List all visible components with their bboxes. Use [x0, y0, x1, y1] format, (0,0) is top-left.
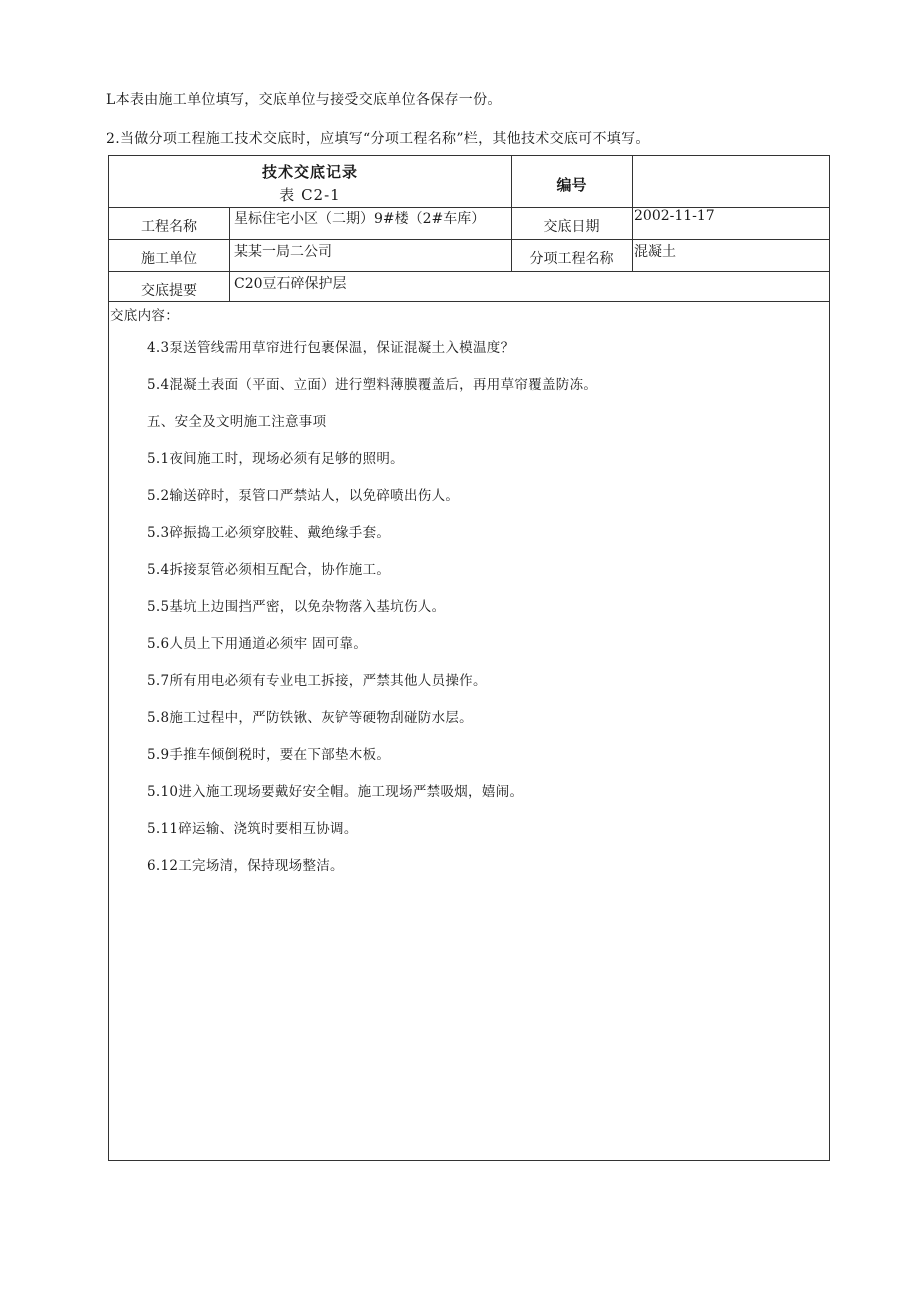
row-divider: [109, 301, 829, 302]
contractor-label: 施工单位: [141, 251, 197, 267]
project-name-label: 工程名称: [141, 219, 197, 235]
form-code: 表 C2-1: [279, 186, 341, 204]
list-item: 5.1夜间施工时，现场必须有足够的照明。: [147, 451, 404, 467]
list-item: 5.4混凝土表面（平面、立面）进行塑料薄膜覆盖后，再用草帘覆盖防冻。: [147, 377, 598, 393]
number-label: 编号: [556, 176, 587, 194]
row-divider: [109, 271, 829, 272]
list-item: 5.11碎运输、浇筑时要相互协调。: [147, 821, 358, 837]
column-divider: [229, 207, 230, 301]
content-label: 交底内容：: [110, 308, 179, 324]
contractor-value[interactable]: 某某一局二公司: [234, 244, 332, 260]
list-item: 5.3碎振捣工必须穿胶鞋、戴绝缘手套。: [147, 525, 391, 541]
row-divider: [109, 239, 829, 240]
date-value[interactable]: 2002-11-17: [634, 208, 715, 224]
subproject-value[interactable]: 混凝土: [634, 244, 676, 260]
list-item: 6.12工完场清，保持现场整洁。: [147, 858, 344, 874]
list-item: 5.5基坑上边围挡严密，以免杂物落入基坑伤人。: [147, 599, 446, 615]
list-item: 5.7所有用电必须有专业电工拆接，严禁其他人员操作。: [147, 673, 487, 689]
section-heading: 五、安全及文明施工注意事项: [147, 414, 327, 430]
list-item: 5.2输送碎时，泵管口严禁站人，以免碎喷出伤人。: [147, 488, 460, 504]
list-item: 4.3泵送管线需用草帘进行包裹保温，保证混凝土入模温度？: [147, 340, 515, 356]
list-item: 5.6人员上下用通道必须牢 固可靠。: [147, 636, 368, 652]
list-item: 5.8施工过程中，严防铁锹、灰铲等硬物刮碰防水层。: [147, 710, 473, 726]
subproject-label: 分项工程名称: [529, 251, 614, 267]
instruction-note-1: L本表由施工单位填写，交底单位与接受交底单位各保存一份。: [106, 92, 502, 108]
project-name-value[interactable]: 星标住宅小区（二期）9#楼（2#车库）: [234, 211, 486, 227]
form-title: 技术交底记录: [261, 163, 358, 181]
date-label: 交底日期: [543, 219, 600, 235]
summary-label: 交底提要: [141, 283, 197, 299]
list-item: 5.4拆接泵管必须相互配合，协作施工。: [147, 562, 391, 578]
list-item: 5.9手推车倾倒税时，要在下部垫木板。: [147, 747, 391, 763]
list-item: 5.10进入施工现场要戴好安全帽。施工现场严禁吸烟，嬉闹。: [147, 784, 524, 800]
instruction-note-2: 2.当做分项工程施工技术交底时，应填写“分项工程名称”栏，其他技术交底可不填写。: [106, 131, 650, 147]
technical-briefing-form: [108, 155, 830, 1161]
summary-value[interactable]: C20豆石碎保护层: [234, 276, 347, 292]
